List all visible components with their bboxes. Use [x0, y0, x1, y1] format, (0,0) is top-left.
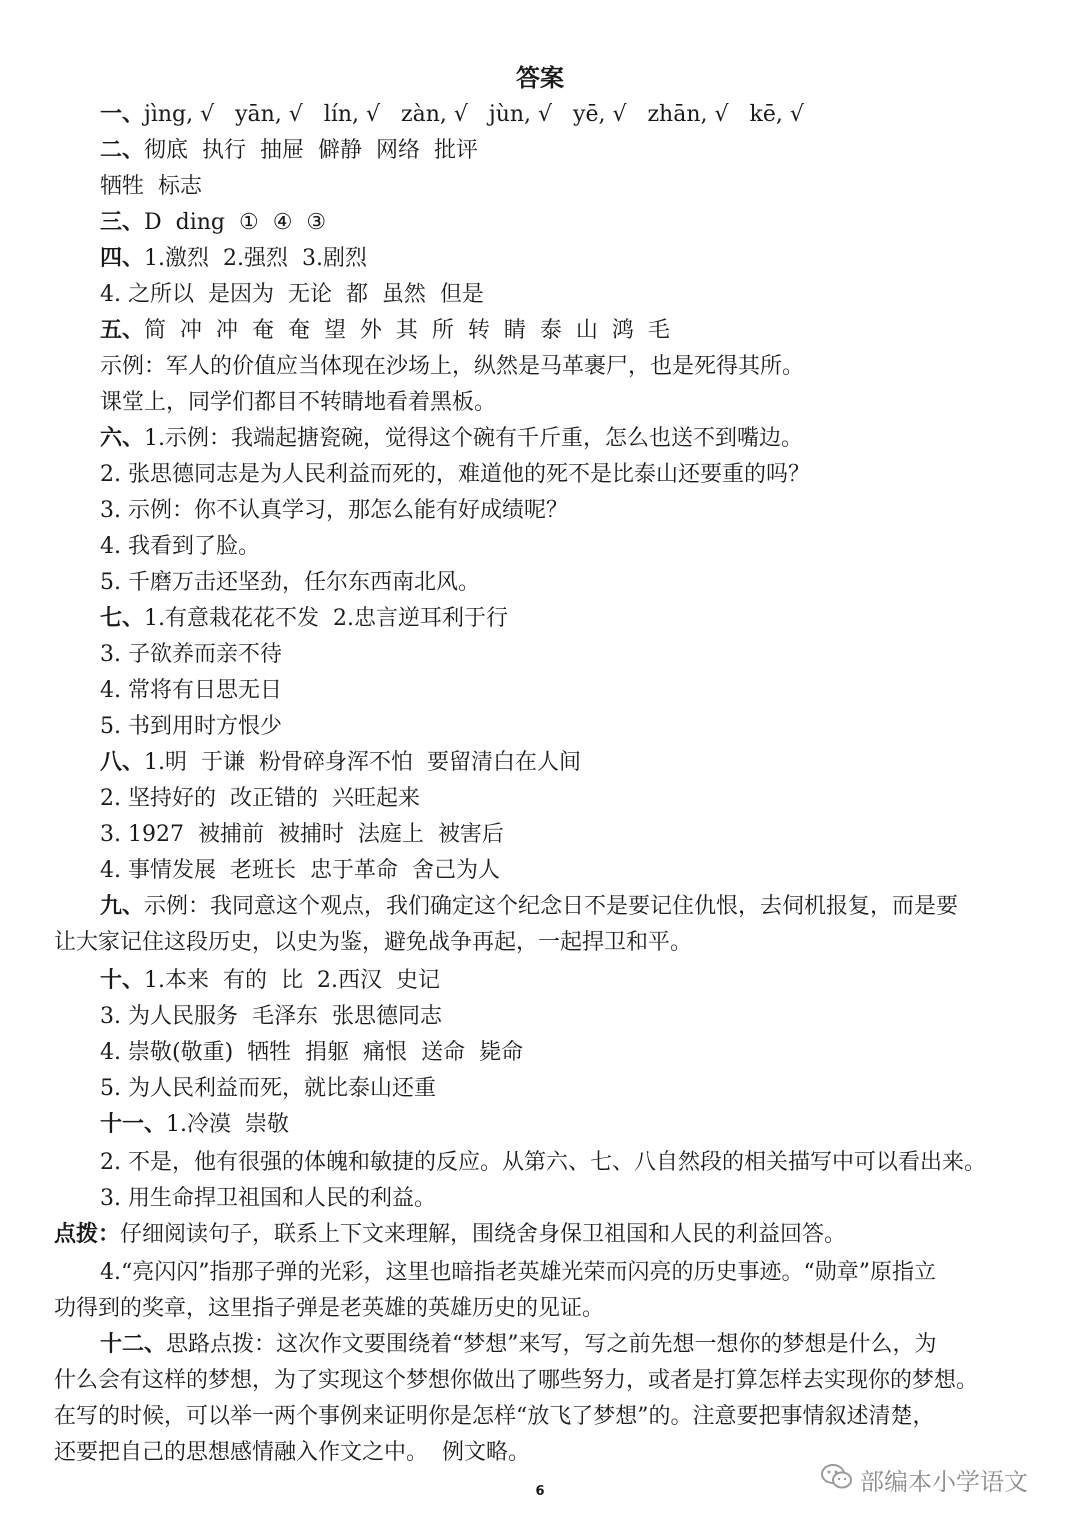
answer-text: 4. 崇敬(敬重) 牺牲 捐躯 痛恨 送命 毙命 [100, 1040, 524, 1065]
answer-line [100, 388, 496, 418]
section-heading: 十二、 [100, 1332, 167, 1357]
answer-text: 3. 子欲养而亲不待 [100, 642, 282, 667]
answer-text: 简 冲 冲 奄 奄 望 外 其 所 转 睛 泰 山 鸿 毛 [144, 318, 670, 343]
answer-text: 课堂上，同学们都目不转睛地看着黑板。 [100, 390, 497, 415]
answer-line [100, 1074, 436, 1104]
section-heading: 一、 [100, 102, 145, 127]
answer-line [100, 892, 958, 922]
answer-text: 3. 示例：你不认真学习，那怎么能有好成绩呢？ [100, 498, 568, 523]
answer-text: 1.冷漠 崇敬 [166, 1112, 289, 1137]
answer-line [100, 316, 670, 346]
answer-text: 4.“亮闪闪”指那子弹的光彩，这里也暗指老英雄光荣而闪亮的历史事迹。“勋章”原指立 [100, 1260, 936, 1285]
answer-text: 5. 千磨万击还坚劲，任尔东西南北风。 [100, 570, 480, 595]
answer-line [54, 928, 692, 958]
answer-line [100, 532, 260, 562]
answer-text: 3. 1927 被捕前 被捕时 法庭上 被害后 [100, 822, 504, 847]
answer-text: 什么会有这样的梦想，为了实现这个梦想你做出了哪些努力，或者是打算怎样去实现你的梦想。 [54, 1368, 979, 1393]
answer-text: 仔细阅读句子，联系上下文来理解，围绕舍身保卫祖国和人民的利益回答。 [120, 1222, 847, 1247]
answer-text: 4. 事情发展 老班长 忠于革命 舍己为人 [100, 858, 500, 883]
answer-text: 示例：我同意这个观点，我们确定这个纪念日不是要记住仇恨，去伺机报复，而是要 [144, 894, 959, 919]
answer-line [100, 280, 484, 310]
answer-line [54, 1294, 604, 1324]
watermark-text: 部编本小学语文 [860, 1468, 1028, 1496]
answer-line [54, 1402, 935, 1432]
answer-line [100, 136, 478, 166]
answer-text: 示例：军人的价值应当体现在沙场上，纵然是马革裹尸，也是死得其所。 [100, 354, 805, 379]
section-heading: 二、 [100, 138, 145, 163]
answer-text: 让大家记住这段历史，以史为鉴，避免战争再起，一起捍卫和平。 [54, 930, 693, 955]
answer-line [100, 748, 581, 778]
answer-text: 思路点拨：这次作文要围绕着“梦想”来写，写之前先想一想你的梦想是什么，为 [166, 1332, 937, 1357]
answer-line [100, 640, 282, 670]
answer-text: 1.有意栽花花不发 2.忠言逆耳利于行 [144, 606, 508, 631]
page-title: 答案 [516, 64, 564, 92]
answer-line [100, 460, 810, 490]
answer-line [100, 1038, 523, 1068]
answer-line [100, 568, 480, 598]
answer-line [100, 172, 202, 202]
answer-text: 1.明 于谦 粉骨碎身浑不怕 要留清白在人间 [144, 750, 581, 775]
section-heading: 九、 [100, 894, 145, 919]
answer-text: 4. 我看到了脸。 [100, 534, 260, 559]
section-heading: 三、 [100, 210, 145, 235]
answer-line [100, 604, 508, 634]
answer-text: 1.激烈 2.强烈 3.剧烈 [144, 246, 367, 271]
section-heading: 四、 [100, 246, 145, 271]
answer-line [100, 1148, 986, 1178]
answer-text: 在写的时候，可以举一两个事例来证明你是怎样“放飞了梦想”的。注意要把事情叙述清楚， [54, 1404, 935, 1429]
answer-text: jìng, √ yān, √ lín, √ zàn, √ jùn, √ yē, √ zhān, √ kē, √ [144, 102, 804, 127]
answer-text: 5. 书到用时方恨少 [100, 714, 282, 739]
answer-text: 还要把自己的思想感情融入作文之中。 例文略。 [54, 1440, 530, 1465]
answer-line [100, 352, 804, 382]
answer-line [54, 1366, 978, 1396]
section-heading: 五、 [100, 318, 145, 343]
answer-text: 1.本来 有的 比 2.西汉 史记 [144, 968, 440, 993]
answer-line [100, 496, 568, 526]
answer-text: 2. 坚持好的 改正错的 兴旺起来 [100, 786, 420, 811]
answer-line [100, 820, 504, 850]
section-heading: 七、 [100, 606, 145, 631]
answer-text: 2. 张思德同志是为人民利益而死的，难道他的死不是比泰山还要重的吗？ [100, 462, 810, 487]
answer-line [54, 1220, 846, 1250]
section-heading: 八、 [100, 750, 145, 775]
answer-line [100, 1330, 937, 1360]
answer-text: 5. 为人民利益而死，就比泰山还重 [100, 1076, 436, 1101]
answer-line [100, 1002, 442, 1032]
answer-text: D ding ① ④ ③ [144, 210, 327, 235]
watermark [820, 1456, 1060, 1500]
answer-text: 功得到的奖章，这里指子弹是老英雄的英雄历史的见证。 [54, 1296, 605, 1321]
answer-line [100, 712, 282, 742]
answer-line [100, 966, 440, 996]
answer-line [100, 424, 803, 454]
answer-line [100, 676, 282, 706]
wechat-icon [820, 1462, 854, 1492]
section-heading: 十一、 [100, 1112, 167, 1137]
answer-text: 彻底 执行 抽屉 僻静 网络 批评 [144, 138, 478, 163]
answer-line [100, 1184, 436, 1214]
answer-line [100, 784, 420, 814]
answer-line [100, 244, 367, 274]
page-number: 6 [535, 1484, 545, 1499]
answer-line [100, 100, 804, 130]
answer-text: 1.示例：我端起搪瓷碗，觉得这个碗有千斤重，怎么也送不到嘴边。 [144, 426, 804, 451]
answer-line [100, 856, 500, 886]
answer-text: 3. 为人民服务 毛泽东 张思德同志 [100, 1004, 442, 1029]
answer-line [100, 1258, 936, 1288]
answer-text: 4. 之所以 是因为 无论 都 虽然 但是 [100, 282, 484, 307]
section-heading: 六、 [100, 426, 145, 451]
answer-line [100, 208, 326, 238]
answer-text: 4. 常将有日思无日 [100, 678, 282, 703]
section-heading: 十、 [100, 968, 145, 993]
section-heading: 点拨： [54, 1222, 121, 1247]
answer-line [100, 1110, 289, 1140]
answer-text: 3. 用生命捍卫祖国和人民的利益。 [100, 1186, 436, 1211]
answer-text: 2. 不是，他有很强的体魄和敏捷的反应。从第六、七、八自然段的相关描写中可以看出来。 [100, 1150, 986, 1175]
answer-text: 牺牲 标志 [100, 174, 202, 199]
answer-line [54, 1438, 530, 1468]
